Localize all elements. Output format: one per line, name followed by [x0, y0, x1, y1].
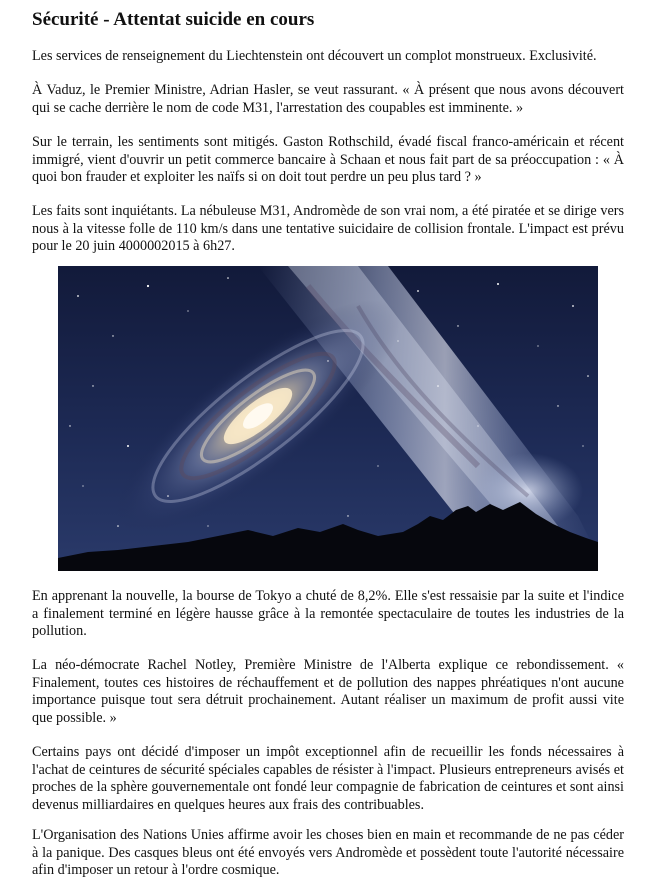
article-paragraph: Sur le terrain, les sentiments sont mitigés. Gaston Rothschild, évadé fiscal franco-américain et récent immigré, vient d'ouvrir un petit commerce bancaire à Schaan et nous fait part de sa préoccupation : « À quoi bon frauder et exploiter les naïfs si on doit tout perdre un peu plus tard ? » [32, 134, 624, 185]
article-paragraph: En apprenant la nouvelle, la bourse de Tokyo a chuté de 8,2%. Elle s'est ressaisie par la suite et l'indice a finalement terminé en légère hausse grâce à la remontée spectaculaire de toutes les industries de la pollution. [32, 588, 624, 639]
article-paragraph: Les services de renseignement du Liechtenstein ont découvert un complot monstrueux. Exclusivité. [32, 48, 597, 64]
article-paragraph: Certains pays ont décidé d'imposer un impôt exceptionnel afin de recueillir les fonds nécessaires à l'achat de ceintures de sécurité spéciales capables de résister à l'impact. Plusieurs entrepreneurs avisés et proches de la sphère gouvernementale ont fondé leur compagnie de fabrication de ceintures et sont ainsi devenus milliardaires en quelques heures aux frais des contribuables. [32, 744, 624, 813]
article-title: Sécurité - Attentat suicide en cours [32, 9, 315, 30]
article-paragraph: Les faits sont inquiétants. La nébuleuse M31, Andromède de son vrai nom, a été piratée et se dirige vers nous à la vitesse folle de 110 km/s dans une tentative suicidaire de collision frontale. L'impact est prévu pour le 20 juin 4000002015 à 6h27. [32, 203, 624, 254]
article-paragraph: La néo-démocrate Rachel Notley, Première Ministre de l'Alberta explique ce rebondissement. « Finalement, toutes ces histoires de réchauffement et de pollution des nappes phréatiques n'ont aucune importance puisque tout sera détruit prochainement. Autant réaliser un maximum de profit aussi vite que possible. » [32, 657, 624, 726]
article-paragraph: À Vaduz, le Premier Ministre, Adrian Hasler, se veut rassurant. « À présent que nous avons découvert qui se cache derrière le nom de code M31, l'arrestation des coupables est imminente. » [32, 82, 624, 116]
article-paragraph: L'Organisation des Nations Unies affirme avoir les choses bien en main et recommande de ne pas céder à la panique. Des casques bleus ont été envoyés vers Andromède et possèdent toute l'autorité nécessaire afin d'imposer un retour à l'ordre cosmique. [32, 827, 624, 878]
galaxy-collision-image [58, 266, 598, 571]
andromeda-night-sky-illustration [58, 266, 598, 571]
